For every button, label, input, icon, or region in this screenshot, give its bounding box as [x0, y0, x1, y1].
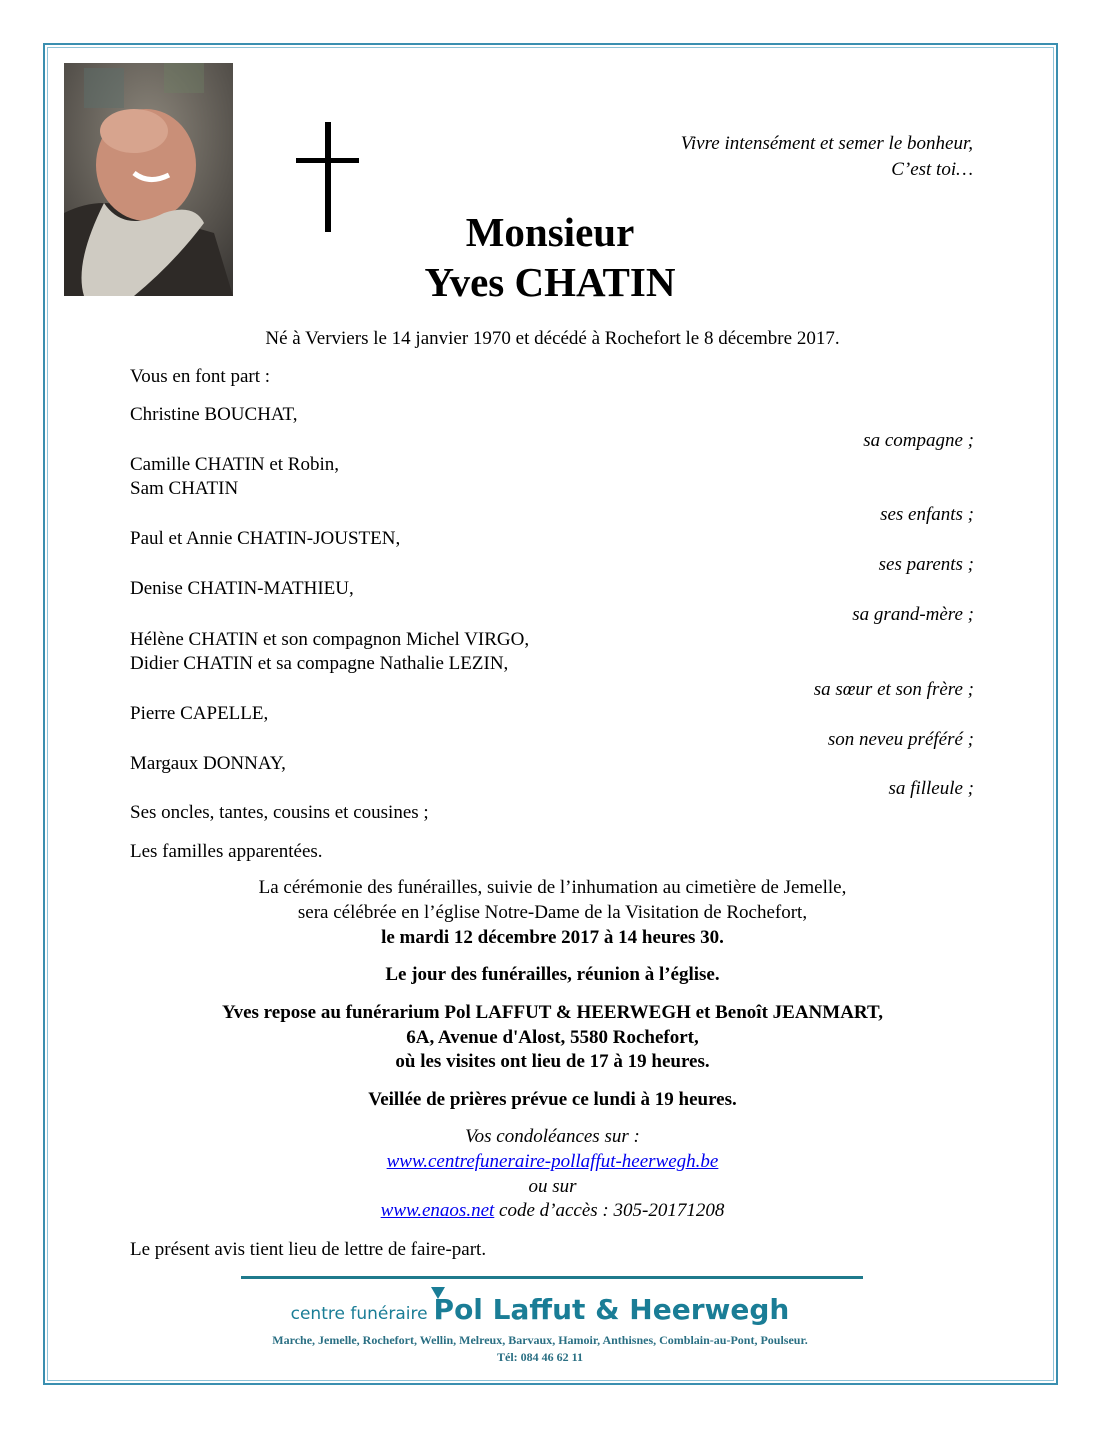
family-name-line: Sam CHATIN [130, 478, 239, 499]
announcement-intro: Vous en font part : [130, 366, 271, 387]
family-relation: sa sœur et son frère ; [813, 679, 974, 700]
family-relation: ses parents ; [878, 554, 974, 575]
logo-prefix: centre funéraire [290, 1304, 428, 1324]
family-name-line: Margaux DONNAY, [130, 753, 286, 774]
repose-line-1: Yves repose au funérarium Pol LAFFUT & HEERWEGH et Benoît JEANMART, [221, 1002, 883, 1023]
family-relation: sa grand-mère ; [852, 604, 974, 625]
logo-name-wrap [434, 1293, 790, 1326]
family-relation: sa filleule ; [888, 778, 974, 799]
ceremony-date: le mardi 12 décembre 2017 à 14 heures 30. [381, 927, 724, 948]
family-name-line: Paul et Annie CHATIN-JOUSTEN, [130, 528, 401, 549]
related-families: Les familles apparentées. [130, 841, 323, 862]
meeting-notice: Le jour des funérailles, réunion à l’église. [385, 964, 720, 985]
epitaph-motto [681, 131, 973, 183]
logo-towns: Marche, Jemelle, Rochefort, Wellin, Melreux, Barvaux, Hamoir, Anthisnes, Comblain-au-Pont, Poulseur. [272, 1333, 808, 1347]
condolences-link-enaos[interactable]: www.enaos.net [380, 1200, 495, 1221]
motto-line-2: C’est toi… [891, 159, 973, 180]
deceased-title: Monsieur [465, 209, 635, 255]
footer-divider [241, 1276, 863, 1279]
condolences-link-funeral-center[interactable]: www.centrefuneraire-pollaffut-heerwegh.be [386, 1151, 719, 1172]
family-name-line: Denise CHATIN-MATHIEU, [130, 578, 354, 599]
family-name-line: Pierre CAPELLE, [130, 703, 269, 724]
funeral-home-logo [240, 1293, 840, 1333]
condolences-link-1-wrap [130, 1150, 975, 1174]
repose-visits: où les visites ont lieu de 17 à 19 heures. [395, 1051, 710, 1072]
logo-name: Pol Laffut & Heerwegh [433, 1293, 790, 1326]
vigil-notice: Veillée de prières prévue ce lundi à 19 heures. [368, 1089, 737, 1110]
condolences-link-2-wrap [130, 1199, 975, 1223]
logo-telephone: Tél: 084 46 62 11 [497, 1350, 583, 1364]
deceased-name: Yves CHATIN [424, 259, 676, 305]
family-name-line: Christine BOUCHAT, [130, 404, 298, 425]
ceremony-line-1: La cérémonie des funérailles, suivie de l’inhumation au cimetière de Jemelle, [258, 877, 847, 898]
family-relation: ses enfants ; [880, 504, 974, 525]
family-name-line: Hélène CHATIN et son compagnon Michel VIRGO, [130, 629, 530, 650]
extended-family: Ses oncles, tantes, cousins et cousines ; [130, 802, 429, 823]
motto-line-1: Vivre intensément et semer le bonheur, [680, 133, 973, 154]
family-relation: son neveu préféré ; [827, 729, 974, 750]
portrait-illustration [64, 63, 233, 296]
family-name-line: Camille CHATIN et Robin, [130, 454, 339, 475]
condolences-or: ou sur [528, 1176, 577, 1197]
family-relation: sa compagne ; [863, 430, 974, 451]
access-code: code d’accès : 305-20171208 [499, 1200, 725, 1221]
repose-address: 6A, Avenue d'Alost, 5580 Rochefort, [406, 1027, 699, 1048]
logo-triangle-icon [431, 1287, 445, 1299]
portrait-photo [64, 63, 233, 296]
birth-death-statement: Né à Verviers le 14 janvier 1970 et décédé à Rochefort le 8 décembre 2017. [265, 328, 840, 349]
family-name-line: Didier CHATIN et sa compagne Nathalie LEZIN, [130, 653, 509, 674]
closing-notice: Le présent avis tient lieu de lettre de faire-part. [130, 1239, 487, 1260]
ceremony-line-2: sera célébrée en l’église Notre-Dame de la Visitation de Rochefort, [297, 902, 808, 923]
condolences-label: Vos condoléances sur : [465, 1126, 640, 1147]
